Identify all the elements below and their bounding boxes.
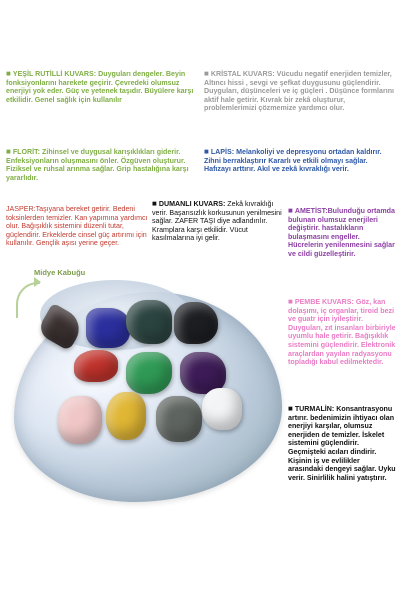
- rose-quartz-stone: [58, 396, 102, 444]
- yellow-stone: [106, 392, 146, 440]
- section-title: DUMANLI KUVARS:: [158, 200, 226, 208]
- section-pembe-kuvars: [288, 298, 396, 367]
- bullet-icon: ■: [288, 206, 293, 215]
- section-kristal-kuvars: [204, 70, 396, 113]
- section-lapis: [204, 148, 396, 174]
- section-jasper: [6, 205, 148, 248]
- section-ametist: [288, 207, 396, 259]
- bullet-icon: ■: [288, 297, 293, 306]
- section-title: AMETİST:: [294, 207, 328, 215]
- section-text: Melankoliyi ve depresyonu ortadan kaldırır. Zihni berraklaştırır Kararlı ve etkili olmayı sağlar. Hafızayı arttırır. Akıl ve zekâ kıvraklığı verir.: [204, 148, 382, 174]
- section-title: TURMALİN:: [294, 405, 335, 413]
- section-text: Duyguları dengeler. Beyin fonksiyonlarını harekete geçirir. Çevredeki olumsuz enerjiyi yok eder. Güç ve yetenek taşıdır. Büyülere karşı etkilidir. Genel sağlık için kullanılır: [6, 70, 194, 104]
- section-text: Konsantrasyonu artırır. bedenimizin ihtiyacı olan enerjiyi karşılar, olumsuz enerjiden de temizler. İskelet sistemini güçlendirir. Geçmişteki acıları dindirir. Kişinin iş ve evlilikler arasındaki dengeyi sağlar. Uyku verir. Sinirlilik halini yatıştırır.: [288, 405, 396, 482]
- section-text: Taşıyana bereket getirir. Bedeni toksinlerden temizler. Kan yapımına yardımcı olur. Bağışıklık sistemini düzenli tutar, güçlendirir. Erkeklerde cinsel güç artırımı için kullanılır. Gençlik aşısı yerine geçer.: [6, 205, 148, 248]
- section-title: YEŞİL RUTİLLİ KUVARS:: [12, 70, 97, 78]
- bullet-icon: ■: [204, 147, 209, 156]
- green-rutilated-quartz-stone: [126, 300, 172, 344]
- rutilated-quartz-stone: [156, 396, 202, 442]
- section-yesil-rutilli-kuvars: [6, 70, 198, 104]
- bullet-icon: ■: [6, 69, 11, 78]
- curved-arrow-icon: [16, 282, 40, 318]
- section-turmalin: [288, 405, 396, 482]
- bullet-icon: ■: [288, 404, 293, 413]
- bullet-icon: ■: [152, 199, 157, 208]
- section-text: Vücudu negatif enerjiden temizler, Altıncı hissi , sevgi ve şefkat duygusunu güçlendirir. Duyguları, düşünceleri ve iç güçleri . Düşünce formlarını aktif hale getirir. Kıvrak bir zekâ oluşturur, problemlerimizi çözmemize yardımcı olur.: [204, 70, 395, 113]
- clear-quartz-stone: [202, 388, 242, 430]
- section-title: FLORİT:: [12, 148, 41, 156]
- section-title: LAPİS:: [210, 148, 235, 156]
- fluorite-stone: [126, 352, 172, 394]
- section-text: Zihinsel ve duygusal karışıklıkları giderir. Enfeksiyonların oluşmasını önler. Özgüven oluşturur. Fiziksel ve ruhsal arınma sağlar. Grip hastalığına karşı yararlıdır.: [6, 148, 189, 182]
- tourmaline-stone: [174, 302, 218, 344]
- shell-caption: Midye Kabuğu: [34, 268, 86, 277]
- shell-with-stones-image: [14, 272, 284, 502]
- section-title: KRİSTAL KUVARS:: [210, 70, 275, 78]
- jasper-stone: [74, 350, 118, 382]
- section-title: PEMBE KUVARS:: [294, 298, 354, 306]
- section-dumanli-kuvars: [152, 200, 284, 243]
- arrow-head-icon: [34, 277, 41, 287]
- section-text: Bulunduğu ortamda bulunan olumsuz enerjileri değiştirir. hastalıkların bulaşmasını engeller. Hücrelerin yenilenmesini sağlar ve cildi güzelleştirir.: [288, 207, 395, 258]
- bullet-icon: ■: [6, 147, 11, 156]
- lapis-stone: [86, 308, 130, 348]
- section-text: Göz, kan dolaşımı, iç organlar, tiroid bezi ve guatr için iyileştirir. Duyguları, zıt insanları birbiriyle uyumlu hale getirir. Bağışıklık sistemini güçlendirir. Elektronik araçlardan yayılan radyasyonu topladığı kabul edilmektedir.: [288, 298, 396, 367]
- bullet-icon: ■: [204, 69, 209, 78]
- section-florit: [6, 148, 198, 182]
- section-text: Zekâ kıvraklığı verir. Başarısızlık korkusunun yenilmesini sağlar. ZAFER TAŞI diye adlandırılır. Kramplara karşı etkilidir. Vücut kasılmalarına iyi gelir.: [152, 200, 282, 243]
- section-title: JASPER:: [6, 205, 36, 213]
